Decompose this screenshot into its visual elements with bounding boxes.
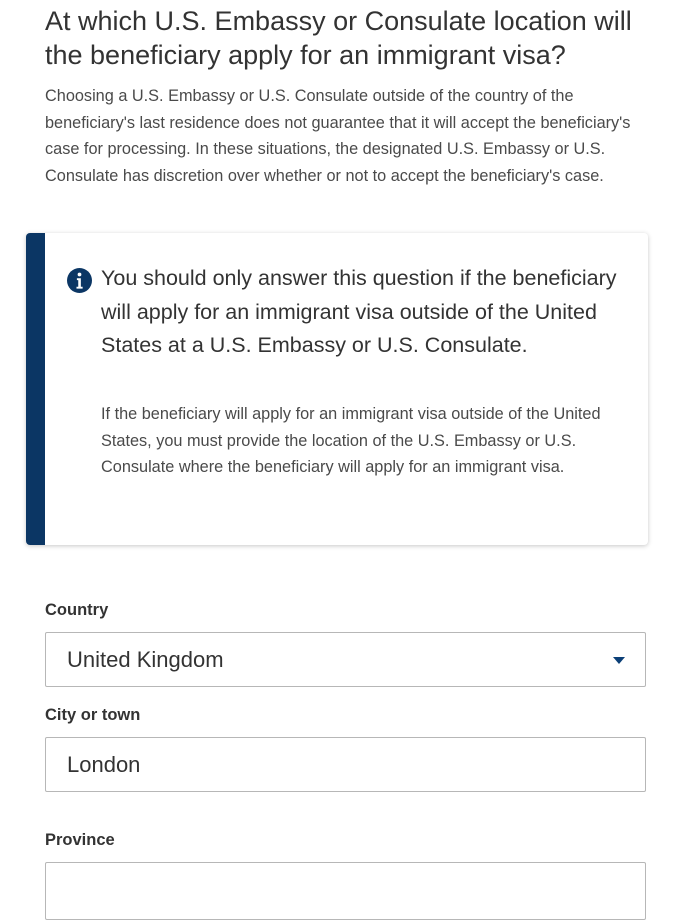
info-alert	[26, 233, 648, 545]
info-icon	[67, 268, 92, 293]
city-input[interactable]	[46, 738, 645, 791]
province-field-wrapper	[45, 862, 646, 920]
question-title: At which U.S. Embassy or Consulate location will the beneficiary apply for an immigrant visa?	[45, 6, 632, 70]
alert-heading: You should only answer this question if the beneficiary will apply for an immigrant visa outside of the United States at a U.S. Embassy or U.S. Consulate.	[101, 266, 617, 358]
country-label: Country	[45, 601, 109, 619]
alert-accent-bar	[26, 233, 45, 545]
city-field-wrapper	[45, 737, 646, 792]
province-label: Province	[45, 831, 115, 849]
alert-body: If the beneficiary will apply for an immigrant visa outside of the United States, you must provide the location of the U.S. Embassy or U.S. Consulate where the beneficiary will apply for an immigrant visa.	[101, 405, 601, 477]
country-selected-value: United Kingdom	[67, 647, 224, 672]
province-input[interactable]	[46, 863, 645, 919]
city-label: City or town	[45, 706, 141, 724]
question-help-text: Choosing a U.S. Embassy or U.S. Consulate outside of the country of the beneficiary's last residence does not guarantee that it will accept the beneficiary's case for processing. In these situations, the designated U.S. Embassy or U.S. Consulate has discretion over whether or not to accept the beneficiary's case.	[45, 87, 631, 185]
chevron-down-icon	[613, 657, 625, 664]
country-select[interactable]	[45, 632, 646, 687]
